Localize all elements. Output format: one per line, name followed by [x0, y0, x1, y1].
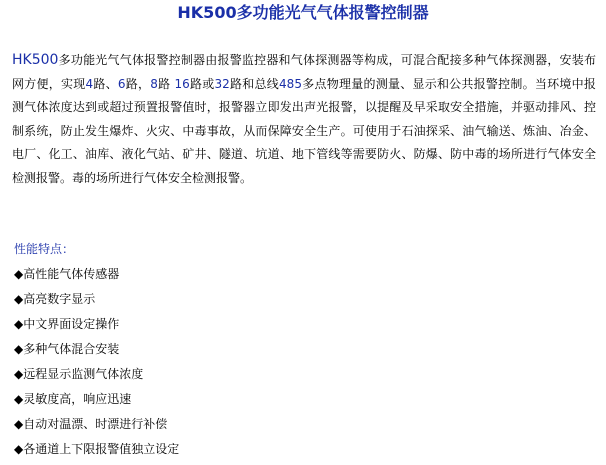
- intro-segment: 6: [117, 76, 126, 91]
- feature-item: ◆远程显示监测气体浓度: [14, 367, 144, 381]
- intro-segment: 路，: [125, 76, 151, 91]
- page-title: HK500多功能光气气体报警控制器: [177, 3, 429, 22]
- intro-segment: 路和总线: [229, 76, 280, 91]
- intro-segment: 多功能光气气体报警控制器由报警监控器和气体探测器等构成，可混合配接多种气体探测器，安装布网方便，实现: [12, 53, 596, 91]
- feature-item: ◆中文界面设定操作: [14, 317, 120, 331]
- features-heading: 性能特点：: [14, 242, 75, 256]
- intro-segment: 路或: [189, 76, 215, 91]
- feature-item: ◆自动对温漂、时漂进行补偿: [14, 417, 168, 431]
- intro-segment: 4: [85, 76, 94, 91]
- intro-segment: 多点物理量的测量、显示和公共报警控制。当环境中报测气体浓度达到或超过预置报警值时，报警器立即发出声光报警，以提醒及早采取安全措施，并驱动排风、控制系统，防止发生爆炸、火灾、中毒事故，从而保障安全生产。可使用于石油探采、油气输送、炼油、冶金、电厂、化工、油库、液化气站、矿井、隧道、坑道、地下管线等需要防火、防爆、防中毒的场所进行气体安全检测报警。毒的场所进行气体安全检测报警。: [12, 76, 596, 185]
- intro-segment: 32: [214, 76, 230, 91]
- intro-segment: 路、: [93, 76, 118, 91]
- feature-item: ◆灵敏度高，响应迅速: [14, 392, 132, 406]
- intro-paragraph: [12, 49, 596, 190]
- feature-item: ◆高性能气体传感器: [14, 267, 120, 281]
- intro-segment: 485: [279, 76, 302, 91]
- intro-segment: 路: [157, 76, 175, 91]
- feature-item: ◆多种气体混合安装: [14, 342, 120, 356]
- intro-segment: HK500: [12, 52, 59, 68]
- intro-segment: 16: [174, 76, 190, 91]
- feature-item: ◆各通道上下限报警值独立设定: [14, 442, 180, 456]
- intro-segment: 8: [150, 76, 158, 91]
- feature-list: [14, 265, 179, 465]
- feature-item: ◆高亮数字显示: [14, 292, 96, 306]
